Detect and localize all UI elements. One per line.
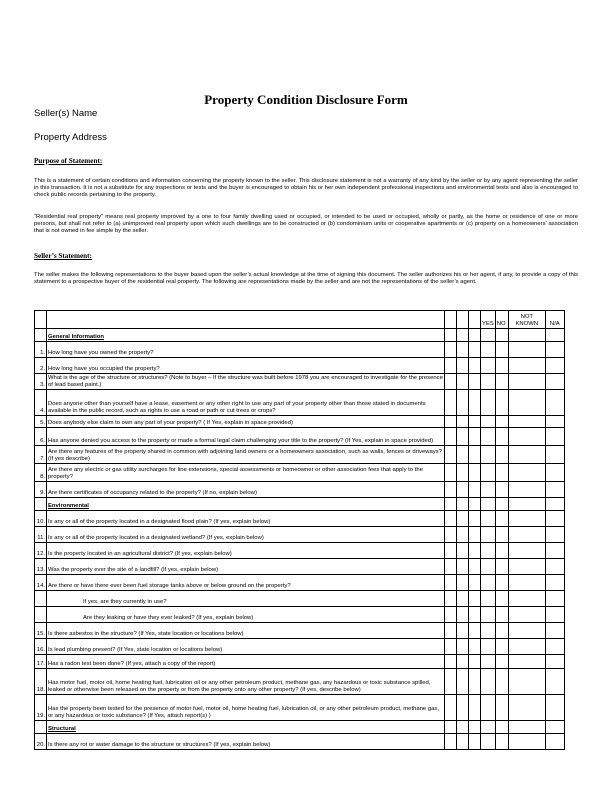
blank-cell: [469, 639, 481, 655]
blank-cell: [445, 511, 457, 527]
na-checkbox-cell[interactable]: [545, 639, 564, 655]
na-checkbox-cell[interactable]: [545, 527, 564, 543]
blank-cell: [445, 734, 457, 750]
question-text: If yes, are they currently in use?: [47, 591, 445, 607]
yes-checkbox-cell[interactable]: [481, 543, 496, 559]
table-row: [35, 527, 565, 543]
not-known-checkbox-cell[interactable]: [508, 695, 545, 721]
question-number: 9.: [35, 482, 47, 498]
na-checkbox-cell[interactable]: [545, 374, 564, 390]
na-checkbox-cell[interactable]: [545, 358, 564, 374]
not-known-checkbox-cell[interactable]: [508, 543, 545, 559]
question-number: [35, 721, 47, 734]
not-known-checkbox-cell[interactable]: [508, 669, 545, 695]
blank-cell: [457, 721, 469, 734]
blank-cell: [457, 695, 469, 721]
blank-cell: [445, 655, 457, 669]
not-known-checkbox-cell[interactable]: [508, 446, 545, 464]
blank-cell: [445, 575, 457, 591]
yes-checkbox-cell[interactable]: [481, 607, 496, 623]
not-known-checkbox-cell[interactable]: [508, 559, 545, 575]
blank-cell: [457, 559, 469, 575]
no-checkbox-cell[interactable]: [495, 655, 508, 669]
na-checkbox-cell[interactable]: [545, 416, 564, 428]
na-checkbox-cell[interactable]: [545, 511, 564, 527]
section-row: [35, 721, 565, 734]
blank-cell: [457, 623, 469, 639]
blank-cell: [469, 575, 481, 591]
na-checkbox-cell[interactable]: [545, 543, 564, 559]
purpose-paragraph-2: “Residential real property” means real property improved by a one to four family dwelling used or occupied, or intended to be used or occupied, wholly or partly, as the home or residence of one or more persons, but shall not refer to (a) unimproved real property upon which such dwellings are to be constructed or (b) condominium units or cooperative apartments or (c) property on a homeowners’ association that is not owned in fee simple by the seller.: [34, 214, 578, 235]
table-row: [35, 390, 565, 416]
no-checkbox-cell[interactable]: [495, 464, 508, 482]
not-known-checkbox-cell: [508, 329, 545, 342]
blank-cell: [445, 695, 457, 721]
na-checkbox-cell: [545, 498, 564, 511]
blank-cell: [457, 446, 469, 464]
col-yes-header: YES: [481, 311, 496, 329]
question-text: Is any or all of the property located in a designated wetland? (If yes, explain below): [47, 527, 445, 543]
yes-checkbox-cell[interactable]: [481, 734, 496, 750]
question-number: 12.: [35, 543, 47, 559]
question-number: 11.: [35, 527, 47, 543]
question-number: 7.: [35, 446, 47, 464]
no-checkbox-cell[interactable]: [495, 543, 508, 559]
yes-checkbox-cell[interactable]: [481, 416, 496, 428]
table-row: [35, 464, 565, 482]
not-known-checkbox-cell[interactable]: [508, 607, 545, 623]
yes-checkbox-cell[interactable]: [481, 527, 496, 543]
blank-cell: [457, 342, 469, 358]
table-row: [35, 655, 565, 669]
question-text: Has a radon test been done? (If yes, attach a copy of the report): [47, 655, 445, 669]
no-checkbox-cell: [495, 329, 508, 342]
blank-cell: [445, 591, 457, 607]
section-title: Structural: [47, 721, 445, 734]
blank-cell: [457, 669, 469, 695]
blank-cell: [457, 464, 469, 482]
na-checkbox-cell[interactable]: [545, 669, 564, 695]
purpose-paragraph-1: This is a statement of certain conditions and information concerning the property known to the seller. This disclosure statement is not a warranty of any kind by the seller or by any agent representing the seller in this transaction. It is not a substitute for any inspections or tests and the buyer is encouraged to obtain his or her own independent professional inspections and environmental tests and also is encouraged to check public records pertaining to the property.: [34, 178, 578, 199]
yes-checkbox-cell[interactable]: [481, 342, 496, 358]
disclosure-questions-table: [34, 310, 565, 750]
col-no-header: NO: [495, 311, 508, 329]
question-text: What is the age of the structure or structures? (Note to buyer – If the structure was built before 1978 you are encouraged to investigate for the presence of lead based paint.): [48, 375, 443, 388]
question-number: 8.: [35, 464, 47, 482]
question-text: How long have you owned the property?: [47, 342, 445, 358]
na-checkbox-cell[interactable]: [545, 591, 564, 607]
table-row: [35, 543, 565, 559]
no-checkbox-cell[interactable]: [495, 575, 508, 591]
table-row: [35, 358, 565, 374]
blank-cell: [445, 464, 457, 482]
blank-cell: [469, 511, 481, 527]
blank-cell: [445, 607, 457, 623]
table-header-row: [35, 311, 565, 329]
yes-checkbox-cell[interactable]: [481, 358, 496, 374]
na-checkbox-cell[interactable]: [545, 482, 564, 498]
blank-cell: [469, 482, 481, 498]
not-known-checkbox-cell[interactable]: [508, 655, 545, 669]
no-checkbox-cell[interactable]: [495, 482, 508, 498]
table-row: [35, 734, 565, 750]
section-title: General Information: [47, 329, 445, 342]
question-text: Is lead plumbing present? (If Yes, state location or locations below): [47, 639, 445, 655]
na-checkbox-cell[interactable]: [545, 390, 564, 416]
yes-checkbox-cell: [481, 721, 496, 734]
question-number: 6.: [35, 428, 47, 446]
blank-cell: [457, 527, 469, 543]
table-row: [35, 669, 565, 695]
na-checkbox-cell[interactable]: [545, 428, 564, 446]
yes-checkbox-cell[interactable]: [481, 591, 496, 607]
question-number: [35, 607, 47, 623]
section-row: [35, 329, 565, 342]
na-checkbox-cell[interactable]: [545, 655, 564, 669]
blank-cell: [457, 734, 469, 750]
blank-cell: [445, 358, 457, 374]
table-row: [35, 482, 565, 498]
na-checkbox-cell[interactable]: [545, 575, 564, 591]
not-known-checkbox-cell[interactable]: [508, 416, 545, 428]
not-known-checkbox-cell: [508, 498, 545, 511]
blank-cell: [469, 358, 481, 374]
section-title: Environmental: [47, 498, 445, 511]
na-checkbox-cell[interactable]: [545, 446, 564, 464]
yes-checkbox-cell[interactable]: [481, 655, 496, 669]
na-checkbox-cell[interactable]: [545, 342, 564, 358]
no-checkbox-cell[interactable]: [495, 559, 508, 575]
blank-cell: [445, 416, 457, 428]
not-known-checkbox-cell[interactable]: [508, 639, 545, 655]
no-checkbox-cell[interactable]: [495, 446, 508, 464]
question-text: Does anyone other than yourself have a lease, easement or any other right to use any part of your property other than those stated in documents available in the public record, such as rights to use a road or path or cut trees or crops?: [47, 390, 445, 416]
na-checkbox-cell: [545, 721, 564, 734]
na-checkbox-cell[interactable]: [545, 559, 564, 575]
table-row: [35, 575, 565, 591]
question-text: Is there asbestos in the structure? (If Yes, state location or locations below): [47, 623, 445, 639]
question-text: Is the property located in an agricultural district? (If yes, explain below): [47, 543, 445, 559]
table-row: [35, 623, 565, 639]
question-text: Are there any features of the property shared in common with adjoining land owners or a homeowners association, such as walls, fences or driveways? (If yes describe): [47, 446, 445, 464]
blank-cell: [457, 416, 469, 428]
table-row: [35, 416, 565, 428]
table-row: [35, 639, 565, 655]
no-checkbox-cell[interactable]: [495, 358, 508, 374]
question-text: Has the property been tested for the presence of motor fuel, motor oil, home heating fuel, lubrication oil, or any other petroleum product, methane gas, or any hazardous or toxic substance? (If Yes, attach report(s) ): [47, 695, 445, 721]
blank-cell: [469, 527, 481, 543]
question-number: 19.: [35, 695, 47, 721]
blank-cell: [469, 416, 481, 428]
blank-cell: [469, 342, 481, 358]
no-checkbox-cell[interactable]: [495, 374, 508, 390]
table-row: [35, 607, 565, 623]
table-row: [35, 342, 565, 358]
no-checkbox-cell[interactable]: [495, 623, 508, 639]
seller-name-label: Seller(s) Name: [34, 108, 98, 119]
not-known-checkbox-cell[interactable]: [508, 390, 545, 416]
no-checkbox-cell[interactable]: [495, 342, 508, 358]
table-row: [35, 559, 565, 575]
blank-cell: [457, 428, 469, 446]
table-row: [35, 446, 565, 464]
yes-checkbox-cell[interactable]: [481, 639, 496, 655]
table-row: [35, 428, 565, 446]
not-known-checkbox-cell[interactable]: [508, 734, 545, 750]
blank-cell: [469, 498, 481, 511]
no-checkbox-cell[interactable]: [495, 607, 508, 623]
blank-cell: [445, 342, 457, 358]
question-number: [35, 498, 47, 511]
no-checkbox-cell[interactable]: [495, 416, 508, 428]
blank-cell: [445, 428, 457, 446]
section-row: [35, 498, 565, 511]
blank-cell: [469, 543, 481, 559]
no-checkbox-cell[interactable]: [495, 428, 508, 446]
yes-checkbox-cell[interactable]: [481, 374, 496, 390]
not-known-checkbox-cell[interactable]: [508, 464, 545, 482]
not-known-checkbox-cell[interactable]: [508, 374, 545, 390]
blank-cell: [445, 559, 457, 575]
blank-cell: [469, 559, 481, 575]
blank-cell: [457, 591, 469, 607]
question-text: Are there any electric or gas utility surcharges for line extensions, special assessments or homeowner or other association fees that apply to the property?: [47, 464, 445, 482]
yes-checkbox-cell[interactable]: [481, 428, 496, 446]
question-number: 4.: [35, 390, 47, 416]
blank-cell: [445, 639, 457, 655]
na-checkbox-cell[interactable]: [545, 464, 564, 482]
table-row: [35, 511, 565, 527]
yes-checkbox-cell[interactable]: [481, 695, 496, 721]
blank-cell: [457, 374, 469, 390]
question-text: How long have you occupied the property?: [47, 358, 445, 374]
blank-cell: [469, 669, 481, 695]
question-number: 14.: [35, 575, 47, 591]
no-checkbox-cell[interactable]: [495, 591, 508, 607]
yes-checkbox-cell[interactable]: [481, 446, 496, 464]
no-checkbox-cell: [495, 498, 508, 511]
question-number: [35, 329, 47, 342]
question-number: 1.: [35, 342, 47, 358]
question-text: Are there or have there ever been fuel storage tanks above or below ground on the property?: [47, 575, 445, 591]
blank-cell: [457, 329, 469, 342]
form-title: Property Condition Disclosure Form: [204, 92, 408, 107]
no-checkbox-cell[interactable]: [495, 695, 508, 721]
question-text: Is there any rot or water damage to the structure or structures? (If yes, explain below): [47, 734, 445, 750]
blank-cell: [469, 721, 481, 734]
table-row: [35, 695, 565, 721]
not-known-checkbox-cell[interactable]: [508, 527, 545, 543]
blank-cell: [445, 623, 457, 639]
question-number: 5.: [35, 416, 47, 428]
not-known-checkbox-cell[interactable]: [508, 575, 545, 591]
seller-statement-paragraph: The seller makes the following representations to the buyer based upon the seller’s actual knowledge at the time of signing this document. The seller authorizes his or her agent, if any, to provide a copy of this statement to a prospective buyer of the residential real property. The following are representations made by the seller and are not the representations of the seller’s agent.: [34, 272, 578, 286]
question-number: 3.: [35, 374, 47, 390]
question-number: 16.: [35, 639, 47, 655]
blank-cell: [445, 390, 457, 416]
question-text: Are they leaking or have they ever leaked? (If yes, explain below): [47, 607, 445, 623]
question-number: 13.: [35, 559, 47, 575]
blank-cell: [469, 374, 481, 390]
yes-checkbox-cell[interactable]: [481, 464, 496, 482]
blank-cell: [469, 464, 481, 482]
question-text: Has anyone denied you access to the property or made a formal legal claim challenging your title to the property? (If Yes, explain in space provided): [47, 428, 445, 446]
blank-cell: [469, 734, 481, 750]
not-known-checkbox-cell[interactable]: [508, 342, 545, 358]
no-checkbox-cell[interactable]: [495, 669, 508, 695]
not-known-checkbox-cell[interactable]: [508, 511, 545, 527]
table-row: [35, 374, 565, 390]
blank-cell: [457, 543, 469, 559]
purpose-heading: Purpose of Statement:: [34, 157, 103, 165]
blank-cell: [457, 358, 469, 374]
col-na-header: N/A: [545, 311, 564, 329]
seller-statement-heading: Seller’s Statement:: [34, 252, 92, 260]
na-checkbox-cell[interactable]: [545, 734, 564, 750]
question-text: Is any or all of the property located in a designated flood plain? (If yes, explain below): [47, 511, 445, 527]
no-checkbox-cell[interactable]: [495, 390, 508, 416]
property-address-label: Property Address: [34, 132, 107, 143]
no-checkbox-cell[interactable]: [495, 734, 508, 750]
yes-checkbox-cell: [481, 498, 496, 511]
blank-cell: [457, 655, 469, 669]
question-number: 15.: [35, 623, 47, 639]
question-text: Does anybody else claim to own any part of your property? ( If Yes, explain in space provided): [47, 416, 445, 428]
blank-cell: [469, 695, 481, 721]
blank-cell: [457, 498, 469, 511]
not-known-checkbox-cell[interactable]: [508, 591, 545, 607]
no-checkbox-cell[interactable]: [495, 639, 508, 655]
col-not-known-header: NOT KNOWN: [508, 311, 545, 329]
blank-cell: [457, 575, 469, 591]
na-checkbox-cell[interactable]: [545, 623, 564, 639]
question-text: Are there certificates of occupancy related to the property? (If no, explain below): [47, 482, 445, 498]
yes-checkbox-cell: [481, 329, 496, 342]
blank-cell: [469, 428, 481, 446]
question-text: Has motor fuel, motor oil, home heating fuel, lubrication oil or any other petroleum product, methane gas, any hazardous or toxic substance spilled, leaked or otherwise been released on the property or from the property onto any other property? (If yes, describe below): [47, 669, 445, 695]
not-known-checkbox-cell[interactable]: [508, 428, 545, 446]
blank-cell: [445, 329, 457, 342]
blank-cell: [457, 390, 469, 416]
question-number: 20.: [35, 734, 47, 750]
yes-checkbox-cell[interactable]: [481, 623, 496, 639]
blank-cell: [445, 498, 457, 511]
na-checkbox-cell: [545, 329, 564, 342]
question-number: 2.: [35, 358, 47, 374]
no-checkbox-cell[interactable]: [495, 527, 508, 543]
blank-cell: [457, 639, 469, 655]
table-row: [35, 591, 565, 607]
blank-cell: [457, 511, 469, 527]
blank-cell: [445, 527, 457, 543]
not-known-checkbox-cell[interactable]: [508, 623, 545, 639]
no-checkbox-cell[interactable]: [495, 511, 508, 527]
question-number: 10.: [35, 511, 47, 527]
blank-cell: [469, 390, 481, 416]
blank-cell: [469, 591, 481, 607]
blank-cell: [469, 446, 481, 464]
not-known-checkbox-cell[interactable]: [508, 358, 545, 374]
not-known-checkbox-cell[interactable]: [508, 482, 545, 498]
blank-cell: [445, 543, 457, 559]
blank-cell: [469, 655, 481, 669]
question-text: Was the property ever the site of a landfill? (If yes, explain below): [47, 559, 445, 575]
blank-cell: [469, 623, 481, 639]
yes-checkbox-cell[interactable]: [481, 559, 496, 575]
blank-cell: [469, 607, 481, 623]
na-checkbox-cell[interactable]: [545, 607, 564, 623]
blank-cell: [469, 329, 481, 342]
blank-cell: [445, 446, 457, 464]
yes-checkbox-cell[interactable]: [481, 482, 496, 498]
no-checkbox-cell: [495, 721, 508, 734]
yes-checkbox-cell[interactable]: [481, 511, 496, 527]
question-number: 17.: [35, 655, 47, 669]
blank-cell: [457, 482, 469, 498]
not-known-checkbox-cell: [508, 721, 545, 734]
question-number: 18.: [35, 669, 47, 695]
blank-cell: [445, 374, 457, 390]
na-checkbox-cell[interactable]: [545, 695, 564, 721]
blank-cell: [445, 669, 457, 695]
yes-checkbox-cell[interactable]: [481, 575, 496, 591]
blank-cell: [445, 721, 457, 734]
blank-cell: [457, 607, 469, 623]
question-number: [35, 591, 47, 607]
yes-checkbox-cell[interactable]: [481, 390, 496, 416]
yes-checkbox-cell[interactable]: [481, 669, 496, 695]
blank-cell: [445, 482, 457, 498]
